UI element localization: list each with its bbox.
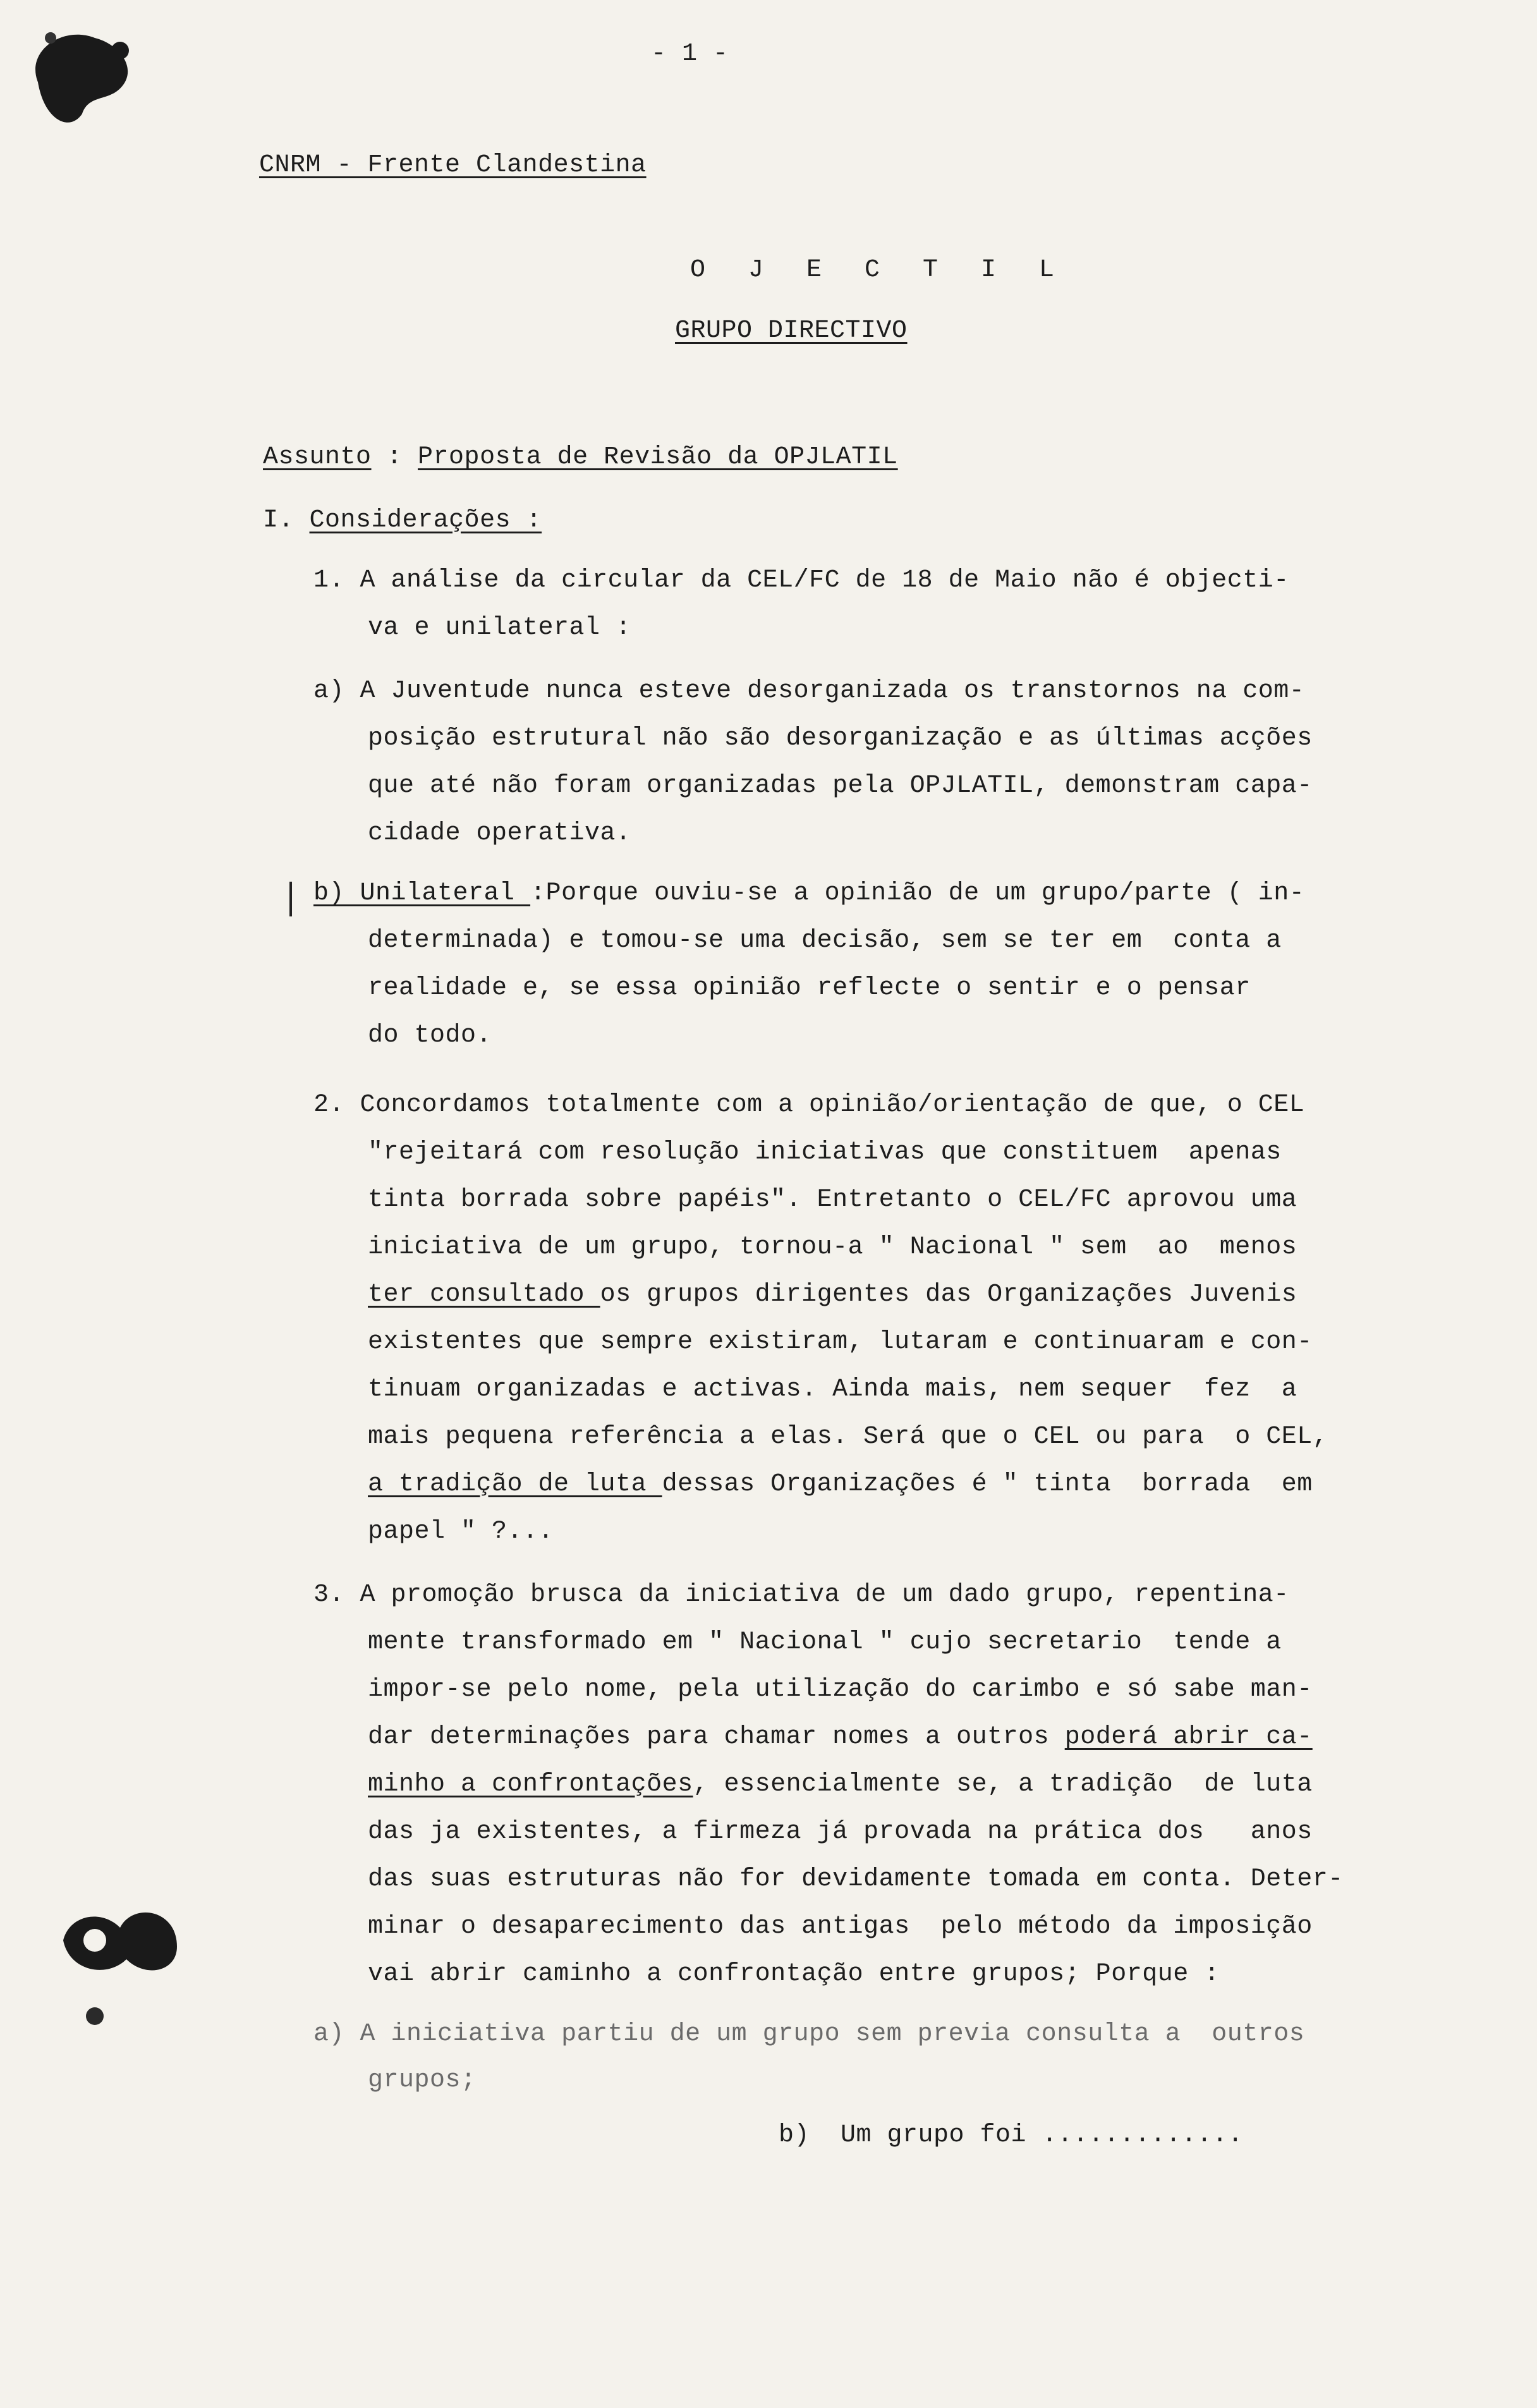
text-line: do todo.: [368, 1021, 492, 1050]
text-line: b) Um grupo foi .............: [779, 2121, 1244, 2150]
text-line: a) A iniciativa partiu de um grupo sem previa consulta a outros: [313, 2020, 1305, 2048]
underlined-confrontacoes: minho a confrontações: [368, 1770, 693, 1799]
subject-value: Proposta de Revisão da OPJLATIL: [418, 443, 898, 471]
text-line: tinuam organizadas e activas. Ainda mais, nem sequer fez a: [368, 1375, 1297, 1404]
text-line: iniciativa de um grupo, tornou-a " Nacional " sem ao menos: [368, 1233, 1297, 1262]
text-line: existentes que sempre existiram, lutaram e continuaram e con-: [368, 1328, 1313, 1356]
text-line: papel " ?...: [368, 1517, 554, 1546]
text-line: grupos;: [368, 2066, 477, 2095]
text-line: mais pequena referência a elas. Será que o CEL ou para o CEL,: [368, 1423, 1328, 1451]
text-fragment: , essencialmente se, a tradição de luta: [693, 1770, 1313, 1799]
text-line: a) A Juventude nunca esteve desorganizada os transtornos na com-: [313, 677, 1305, 705]
subject-line: [263, 442, 898, 473]
underlined-podera-abrir: poderá abrir ca-: [1064, 1723, 1313, 1751]
text-line: 3. A promoção brusca da iniciativa de um dado grupo, repentina-: [313, 1581, 1289, 1609]
text-line: realidade e, se essa opinião reflecte o sentir e o pensar: [368, 974, 1251, 1002]
section-heading: [263, 506, 542, 536]
document-title: O J E C T I L: [690, 256, 1069, 284]
text-line: 2. Concordamos totalmente com a opinião/orientação de que, o CEL: [313, 1091, 1305, 1119]
ink-stain-left-middle: [51, 1890, 190, 1991]
underlined-tradicao-de-luta: a tradição de luta: [368, 1470, 662, 1499]
text-fragment: :Porque ouviu-se a opinião de um grupo/parte ( in-: [530, 879, 1305, 908]
margin-mark: [278, 879, 303, 929]
organization-header: CNRM - Frente Clandestina: [259, 151, 647, 179]
subject-separator: :: [371, 443, 418, 471]
text-line: [313, 879, 1304, 909]
section-title: Considerações :: [309, 506, 542, 535]
text-line: impor-se pelo nome, pela utilização do carimbo e só sabe man-: [368, 1675, 1313, 1704]
text-line: que até não foram organizadas pela OPJLATIL, demonstram capa-: [368, 772, 1313, 800]
text-line: posição estrutural não são desorganização e as últimas acções: [368, 724, 1313, 753]
ink-speck-left-lower: [76, 1997, 114, 2035]
text-line: [368, 1770, 1313, 1800]
text-line: "rejeitará com resolução iniciativas que constituem apenas: [368, 1138, 1282, 1167]
text-line: 1. A análise da circular da CEL/FC de 18 de Maio não é objecti-: [313, 566, 1289, 595]
text-line: vai abrir caminho a confrontação entre grupos; Porque :: [368, 1960, 1220, 1988]
underlined-unilateral: b) Unilateral: [313, 879, 531, 908]
text-line: cidade operativa.: [368, 819, 631, 848]
text-line: determinada) e tomou-se uma decisão, sem se ter em conta a: [368, 927, 1282, 955]
text-line: mente transformado em " Nacional " cujo secretario tende a: [368, 1628, 1282, 1657]
text-line: das suas estruturas não for devidamente tomada em conta. Deter-: [368, 1865, 1344, 1894]
text-fragment: os grupos dirigentes das Organizações Juvenis: [600, 1280, 1297, 1309]
text-line: minar o desaparecimento das antigas pelo método da imposição: [368, 1912, 1313, 1941]
underlined-ter-consultado: ter consultado: [368, 1280, 600, 1309]
text-line: das ja existentes, a firmeza já provada na prática dos anos: [368, 1818, 1313, 1846]
page-number: - 1 -: [651, 40, 729, 68]
document-subtitle: GRUPO DIRECTIVO: [675, 317, 908, 345]
text-line: tinta borrada sobre papéis". Entretanto o CEL/FC aprovou uma: [368, 1186, 1297, 1214]
text-line: [368, 1722, 1313, 1753]
ink-stain-top-left: [13, 13, 152, 139]
text-fragment: dar determinações para chamar nomes a outros: [368, 1723, 1050, 1751]
subject-label: Assunto: [263, 443, 372, 471]
text-line: va e unilateral :: [368, 614, 631, 642]
section-numeral: I.: [263, 506, 295, 535]
text-line: [368, 1469, 1313, 1500]
text-fragment: dessas Organizações é " tinta borrada em: [662, 1470, 1313, 1499]
text-line: [368, 1280, 1297, 1310]
